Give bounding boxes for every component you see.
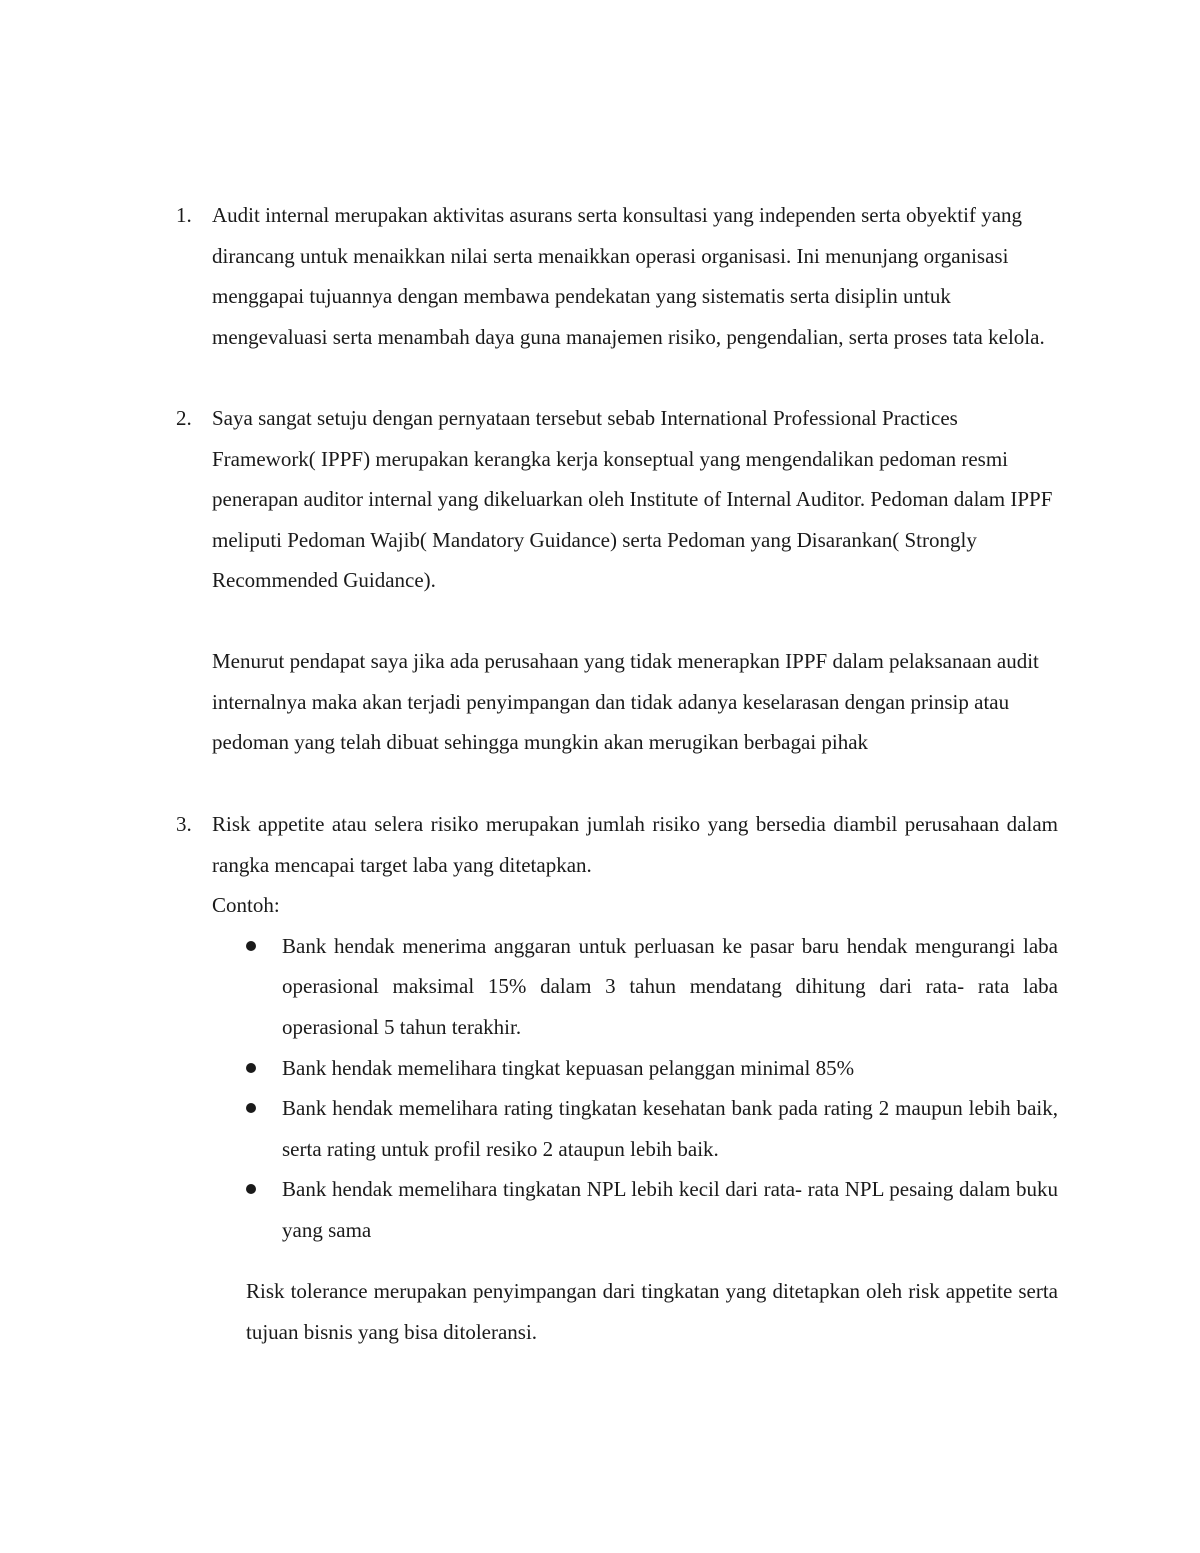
list-item bbox=[212, 1088, 1058, 1169]
bullet-text: Bank hendak memelihara rating tingkatan kesehatan bank pada rating 2 maupun lebih baik, serta rating untuk profil resiko 2 ataupun lebih baik. bbox=[282, 1096, 1058, 1161]
list-item-3 bbox=[176, 804, 1058, 1251]
bullet-icon bbox=[246, 1063, 256, 1073]
list-item-2 bbox=[176, 398, 1058, 763]
list-item bbox=[212, 926, 1058, 1048]
example-label: Contoh: bbox=[212, 893, 280, 918]
list-number: 1. bbox=[176, 203, 192, 227]
bullet-icon bbox=[246, 941, 256, 951]
closing-paragraph: Risk tolerance merupakan penyimpangan dari tingkatan yang ditetapkan oleh risk appetite serta tujuan bisnis yang bisa ditoleransi. bbox=[246, 1279, 1058, 1344]
bullet-text: Bank hendak menerima anggaran untuk perluasan ke pasar baru hendak mengurangi laba operasional maksimal 15% dalam 3 tahun mendatang dihitung dari rata- rata laba operasional 5 tahun terakhir. bbox=[282, 933, 1058, 1039]
list-item bbox=[212, 1048, 1058, 1089]
list-number: 2. bbox=[176, 406, 192, 430]
bullet-list bbox=[212, 926, 1058, 1251]
list-item-1 bbox=[176, 195, 1058, 357]
list-number: 3. bbox=[176, 812, 192, 836]
bullet-icon bbox=[246, 1103, 256, 1113]
paragraph: Saya sangat setuju dengan pernyataan tersebut sebab International Professional Practices Framework( IPPF) merupakan kerangka kerja konseptual yang mengendalikan pedoman resmi penerapan auditor internal yang dikeluarkan oleh Institute of Internal Auditor. Pedoman dalam IPPF meliputi Pedoman Wajib( Mandatory Guidance) serta Pedoman yang Disarankan( Strongly Recommended Guidance). bbox=[212, 406, 1053, 593]
bullet-text: Bank hendak memelihara tingkatan NPL lebih kecil dari rata- rata NPL pesaing dalam buku yang sama bbox=[282, 1177, 1058, 1242]
paragraph: Audit internal merupakan aktivitas asurans serta konsultasi yang independen serta obyektif yang dirancang untuk menaikkan nilai serta menaikkan operasi organisasi. Ini menunjang organisasi menggapai tujuannya dengan membawa pendekatan yang sistematis serta disiplin untuk mengevaluasi serta menambah daya guna manajemen risiko, pengendalian, serta proses tata kelola. bbox=[212, 203, 1045, 349]
bullet-text: Bank hendak memelihara tingkat kepuasan pelanggan minimal 85% bbox=[282, 1055, 855, 1080]
paragraph: Menurut pendapat saya jika ada perusahaan yang tidak menerapkan IPPF dalam pelaksanaan audit internalnya maka akan terjadi penyimpangan dan tidak adanya keselarasan dengan prinsip atau pedoman yang telah dibuat sehingga mungkin akan merugikan berbagai pihak bbox=[212, 648, 1039, 755]
paragraph: Risk appetite atau selera risiko merupakan jumlah risiko yang bersedia diambil perusahaan dalam rangka mencapai target laba yang ditetapkan. bbox=[212, 812, 1058, 877]
bullet-icon bbox=[246, 1184, 256, 1194]
list-item bbox=[212, 1169, 1058, 1250]
